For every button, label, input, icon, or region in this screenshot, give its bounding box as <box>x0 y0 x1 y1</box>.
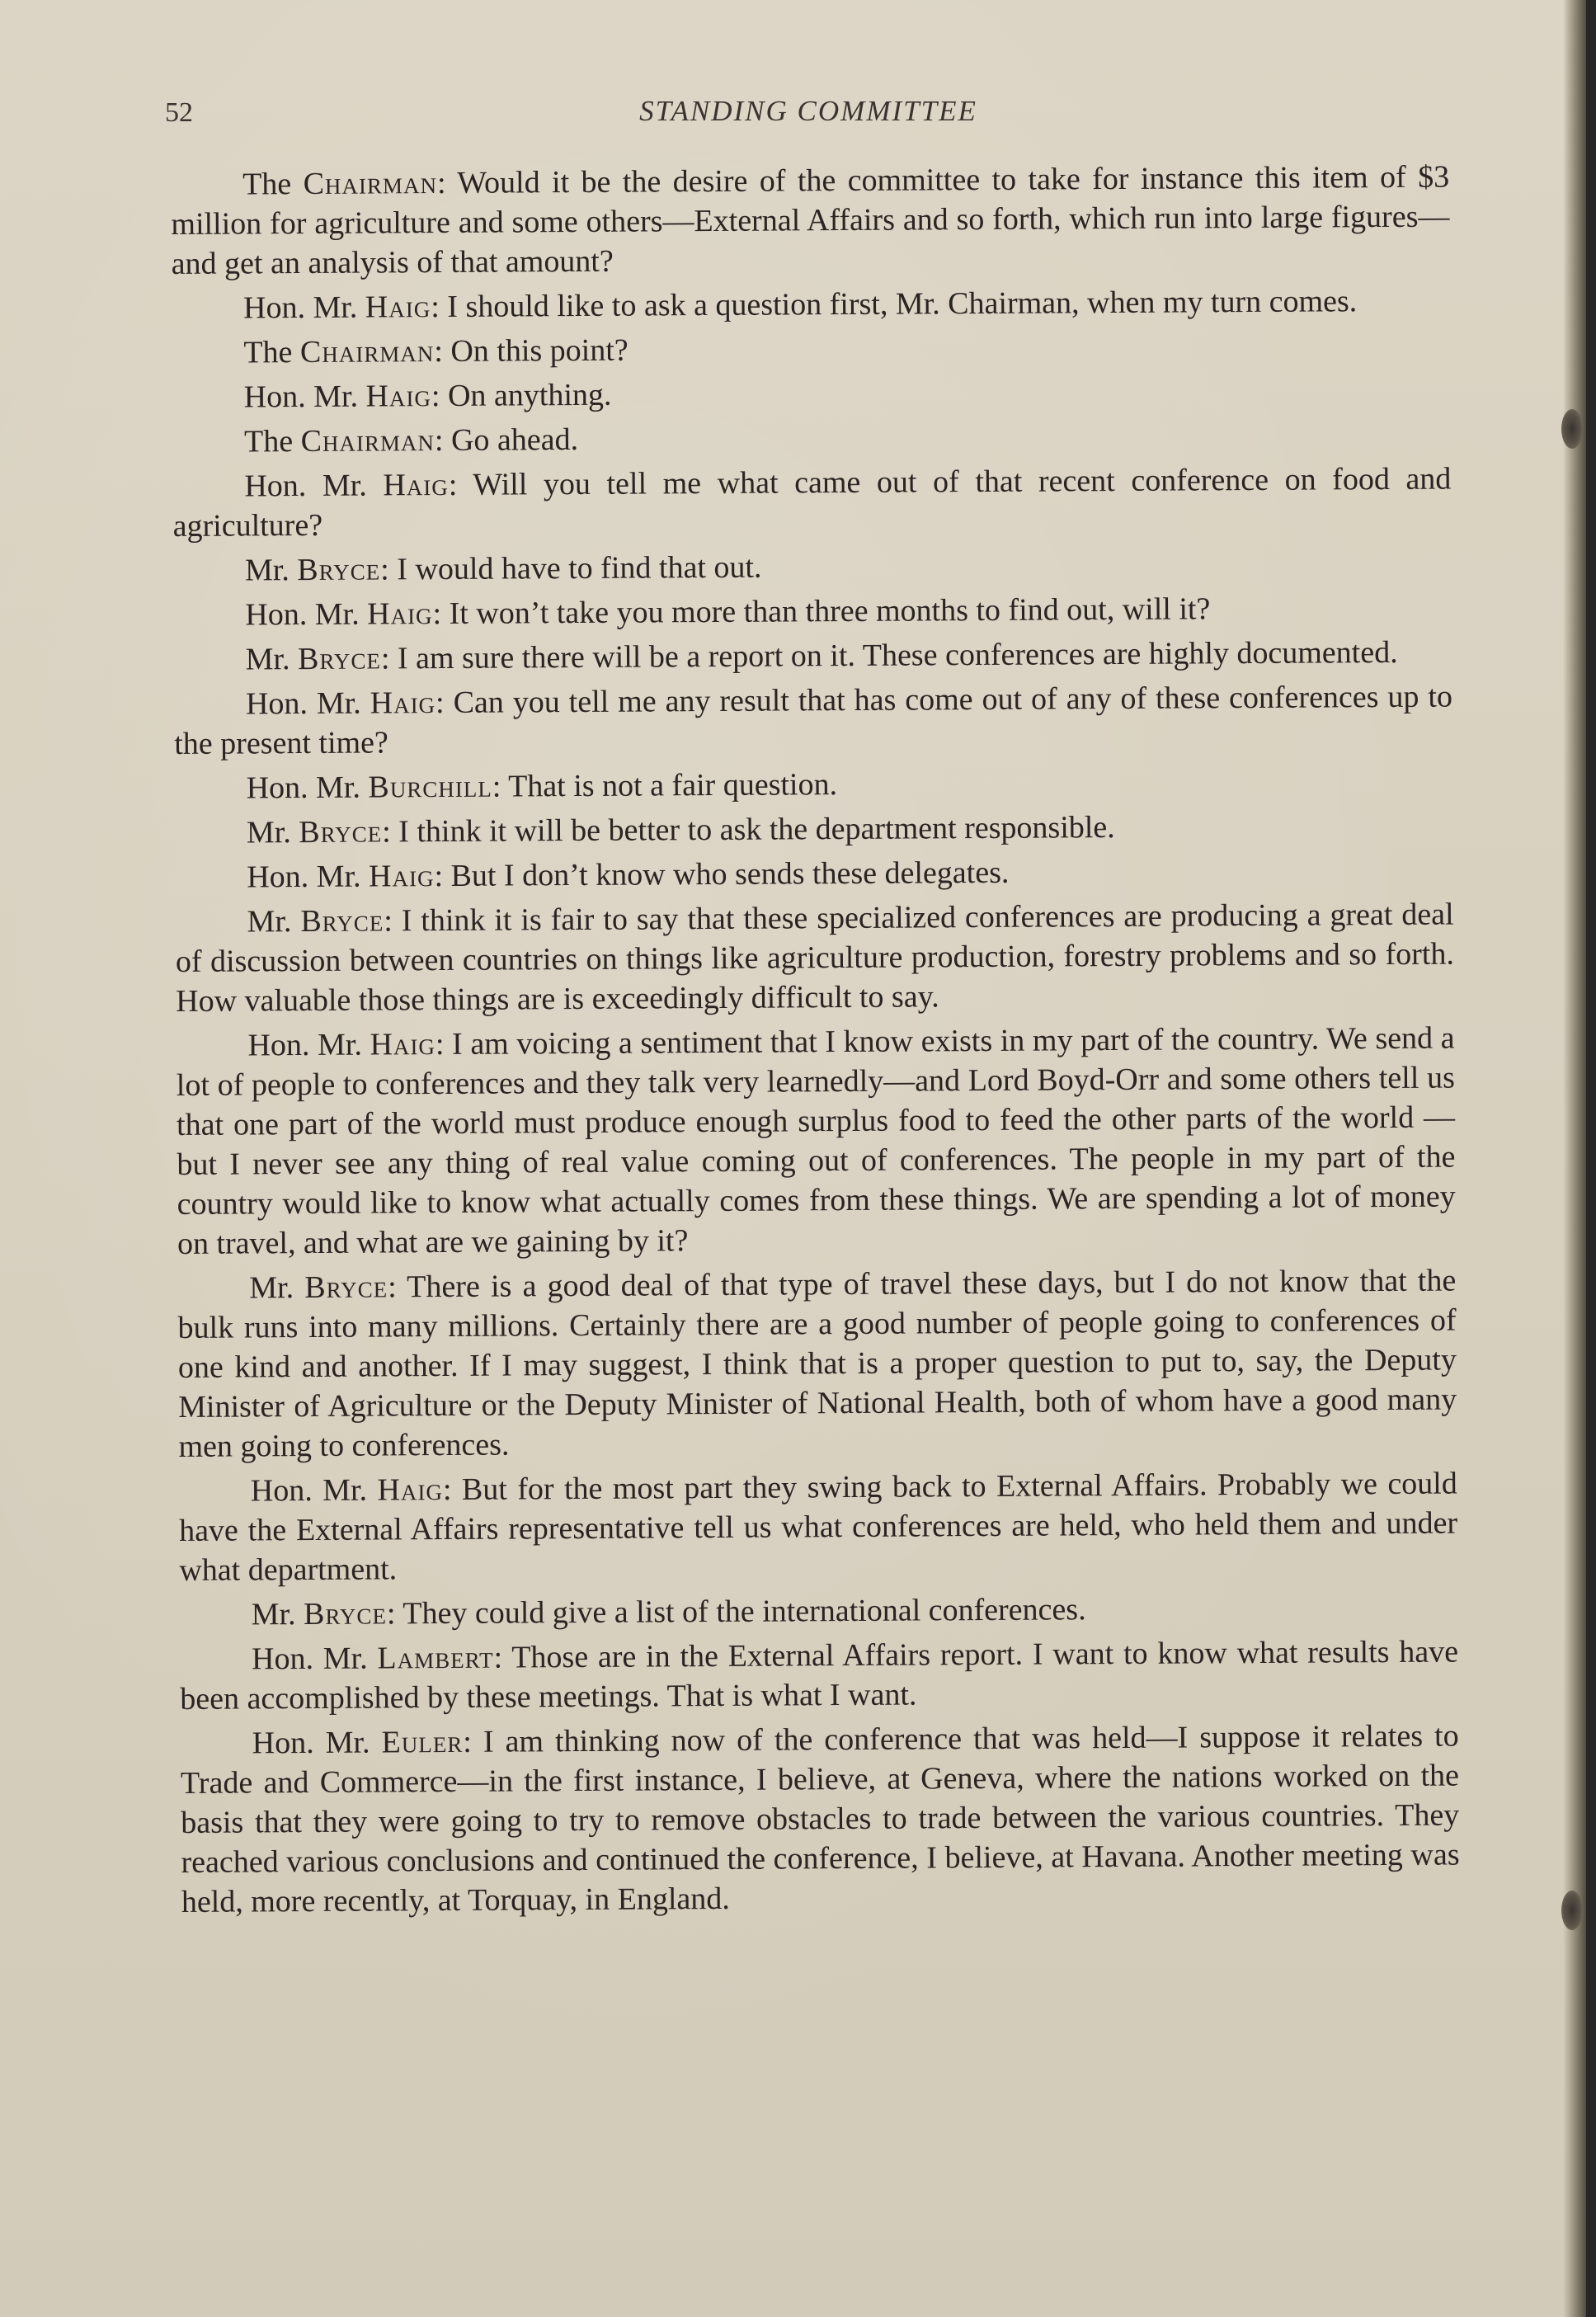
paragraph-text: : I am sure there will be a report on it. These conferences are highly documented. <box>380 634 1398 676</box>
paragraph-text: : I am thinking now of the conference that was held—I suppose it relates to Trade and Commerce—in the first instance, I believe, at Geneva, where the nations worked on the basis that they were going to try to remove obstacles to trade between the various countries. They reached various conclusions and continued the conference, I believe, at Havana. Another meeting was held, more recently, at Torquay, in England. <box>180 1718 1460 1919</box>
paragraph-text: : On anything. <box>431 377 612 414</box>
transcript-body <box>171 158 1460 1927</box>
paragraph <box>175 895 1454 1021</box>
paragraph-text: : Would it be the desire of the committee to take for instance this item of $3 million for agriculture and some others—External Affairs and so forth, which run into large figures—and get an analysis of that amount? <box>171 159 1450 281</box>
binding-hole-bottom <box>1561 1891 1583 1930</box>
paragraph-text: : But I don’t know who sends these delegates. <box>434 855 1010 894</box>
speaker-name: Haig <box>377 1472 444 1508</box>
speaker-name: Haig <box>368 859 435 894</box>
paragraph-text: : They could give a list of the international conferences. <box>386 1592 1086 1632</box>
paragraph-text: : That is not a fair question. <box>492 767 838 804</box>
speaker-title: Mr. <box>244 553 298 588</box>
speaker-name: Bryce <box>300 903 384 940</box>
speaker-title: Mr. <box>245 642 299 677</box>
speaker-title: Mr. <box>246 815 299 850</box>
paragraph <box>172 415 1451 462</box>
paragraph-text: : Will you tell me what came out of that recent conference on food and agriculture? <box>172 461 1452 544</box>
speaker-name: Haig <box>366 596 433 632</box>
paragraph <box>173 588 1452 635</box>
page-number: 52 <box>165 97 193 128</box>
paragraph <box>177 1261 1457 1467</box>
paragraph <box>175 850 1453 897</box>
speaker-title: Mr. <box>249 1270 305 1306</box>
speaker-name: Bryce <box>304 1269 388 1306</box>
paragraph <box>179 1464 1458 1590</box>
speaker-name: Bryce <box>297 641 382 677</box>
paragraph-text: : I think it is fair to say that these specialized conferences are producing a great deal of discussion between countries on things like agriculture production, forestry problems and so forth. How valuable those things are is exceedingly difficult to say. <box>175 897 1455 1019</box>
speaker-title: Hon. Mr. <box>247 1027 370 1063</box>
paragraph-text: : Go ahead. <box>434 421 579 459</box>
speaker-name: Chairman <box>303 166 438 202</box>
speaker-name: Burchill <box>368 769 492 805</box>
paragraph <box>174 633 1452 680</box>
paragraph-text: : I should like to ask a question first, Mr. Chairman, when my turn comes. <box>431 284 1358 325</box>
speaker-name: Chairman <box>300 423 435 459</box>
speaker-name: Haig <box>365 379 432 414</box>
paragraph-text: : I am voicing a sentiment that I know exists in my part of the country. We send a lot of people to conferences and they talk very learnedly—and Lord Boyd-Orr and some others tell us that one part of the world must produce enough surplus food to feed the other parts of the world —but I never see any thing of real value coming out of conferences. The people in my part of the country would like to know what actually comes from these things. We are spending a lot of money on travel, and what are we gaining by it? <box>176 1020 1456 1261</box>
speaker-name: Haig <box>370 1027 436 1062</box>
speaker-title: Hon. Mr. <box>247 859 370 895</box>
paragraph <box>175 806 1453 853</box>
paragraph-text: : It won’t take you more than three months to find out, will it? <box>432 591 1211 632</box>
paragraph <box>172 281 1450 328</box>
binding-hole-top <box>1561 409 1583 449</box>
speaker-title: Hon. Mr. <box>250 1472 378 1509</box>
speaker-title: The <box>242 167 304 202</box>
header-title: STANDING COMMITTEE <box>639 95 977 127</box>
speaker-title: The <box>243 424 301 459</box>
speaker-name: Bryce <box>303 1596 388 1632</box>
speaker-title: Mr. <box>251 1597 304 1632</box>
paragraph-text: : On this point? <box>434 332 629 370</box>
paragraph-text: : There is a good deal of that type of travel these days, but I do not know that the bulk runs into many millions. Certainly there are a good number of people going to conferences of one kind and another. If I may suggest, I think that is a proper question to put to, say, the Deputy Minister of Agriculture or the Deputy Minister of National Health, both of whom have a good many men going to conferences. <box>177 1263 1457 1464</box>
paragraph <box>176 1019 1456 1264</box>
book-spine-edge <box>1586 0 1596 2317</box>
speaker-name: Lambert <box>377 1640 494 1676</box>
paragraph <box>174 677 1453 764</box>
paragraph-text: : Those are in the External Affairs report. I want to know what results have been accomplished by these meetings. That is what I want. <box>180 1634 1459 1717</box>
speaker-title: Hon. Mr. <box>243 379 366 415</box>
paragraph <box>172 370 1451 417</box>
speaker-title: The <box>243 335 301 370</box>
speaker-title: Hon. Mr. <box>245 685 370 722</box>
paragraph-text: : I would have to find that out. <box>380 549 762 587</box>
speaker-name: Haig <box>383 467 449 503</box>
speaker-name: Bryce <box>297 552 381 588</box>
speaker-name: Haig <box>365 290 431 325</box>
speaker-name: Euler <box>381 1724 464 1760</box>
paragraph <box>180 1632 1459 1718</box>
running-head <box>165 91 1452 132</box>
speaker-title: Hon. Mr. <box>245 596 368 633</box>
speaker-name: Chairman <box>299 334 435 370</box>
paragraph-text: : Can you tell me any result that has come out of any of these conferences up to the present time? <box>174 679 1453 761</box>
speaker-title: Hon. Mr. <box>251 1641 378 1677</box>
speaker-title: Hon. Mr. <box>246 770 369 806</box>
paragraph <box>174 761 1452 808</box>
paragraph <box>180 1587 1458 1634</box>
paragraph-text: : But for the most part they swing back to External Affairs. Probably we could have the External Affairs representative tell us what conferences are held, who held them and under what department. <box>178 1466 1458 1588</box>
speaker-name: Bryce <box>299 814 383 850</box>
speaker-name: Haig <box>370 685 436 721</box>
speaker-title: Mr. <box>247 904 301 940</box>
paragraph <box>171 158 1450 284</box>
speaker-title: Hon. Mr. <box>244 468 384 504</box>
speaker-title: Hon. Mr. <box>252 1725 382 1761</box>
speaker-title: Hon. Mr. <box>242 290 365 326</box>
paragraph <box>172 459 1452 546</box>
paragraph <box>172 326 1450 373</box>
paragraph <box>173 544 1452 591</box>
paragraph-text: : I think it will be better to ask the department responsible. <box>382 810 1115 850</box>
paragraph <box>181 1716 1460 1921</box>
